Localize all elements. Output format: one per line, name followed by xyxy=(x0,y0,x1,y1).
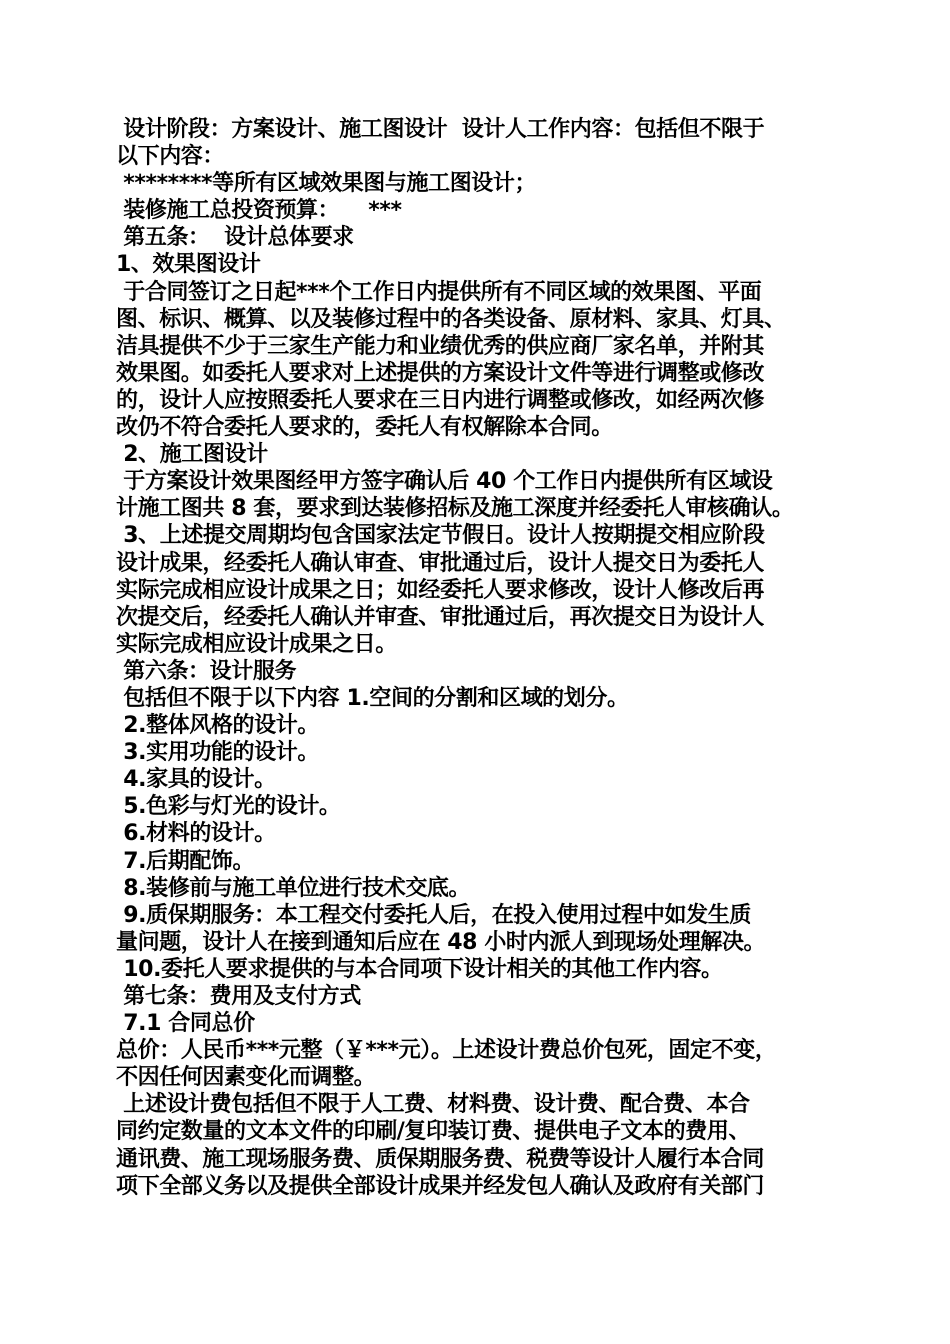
list-item: 4.家具的设计。 xyxy=(116,767,276,793)
text-line: 项下全部义务以及提供全部设计成果并经发包人确认及政府有关部门 xyxy=(116,1173,765,1199)
text-line: 不因任何因素变化而调整。 xyxy=(116,1065,376,1091)
text-line: 于合同签订之日起***个工作日内提供所有不同区域的效果图、平面 xyxy=(116,279,762,305)
list-item: 10.委托人要求提供的与本合同项下设计相关的其他工作内容。 xyxy=(116,956,723,982)
list-item: 2.整体风格的设计。 xyxy=(116,713,319,739)
list-item: 8.装修前与施工单位进行技术交底。 xyxy=(116,875,471,901)
text-line: ********等所有区域效果图与施工图设计； xyxy=(116,171,537,197)
section-heading-article-5: 第五条： 设计总体要求 xyxy=(116,225,354,251)
text-line: 量问题，设计人在接到通知后应在 48 小时内派人到现场处理解决。 xyxy=(116,929,766,955)
section-heading-article-7: 第七条：费用及支付方式 xyxy=(116,984,361,1009)
subheading-construction-drawing: 2、施工图设计 xyxy=(116,442,268,468)
text-line: 实际完成相应设计成果之日。 xyxy=(116,631,397,657)
list-item: 3.实用功能的设计。 xyxy=(116,740,319,766)
text-line: 3、上述提交周期均包含国家法定节假日。设计人按期提交相应阶段 xyxy=(116,523,765,549)
text-line: 实际完成相应设计成果之日；如经委托人要求修改，设计人修改后再 xyxy=(116,577,765,603)
text-line: 洁具提供不少于三家生产能力和业绩优秀的供应商厂家名单，并附其 xyxy=(116,333,765,359)
subheading-contract-total: 7.1 合同总价 xyxy=(116,1011,255,1037)
text-line: 效果图。如委托人要求对上述提供的方案设计文件等进行调整或修改 xyxy=(116,360,765,386)
text-line: 设计阶段：方案设计、施工图设计 设计人工作内容：包括但不限于 xyxy=(116,117,765,142)
text-line: 通讯费、施工现场服务费、质保期服务费、税费等设计人履行本合同 xyxy=(116,1146,765,1172)
text-line: 于方案设计效果图经甲方签字确认后 40 个工作日内提供所有区域设 xyxy=(116,469,773,495)
text-line: 图、标识、概算、以及装修过程中的各类设备、原材料、家具、灯具、 xyxy=(116,306,786,332)
text-line: 的，设计人应按照委托人要求在三日内进行调整或修改，如经两次修 xyxy=(116,387,765,413)
list-item: 7.后期配饰。 xyxy=(116,848,255,874)
text-line: 装修施工总投资预算： *** xyxy=(116,198,402,224)
text-line: 计施工图共 8 套，要求到达装修招标及施工深度并经委托人审核确认。 xyxy=(116,496,794,522)
section-heading-article-6: 第六条：设计服务 xyxy=(116,658,297,684)
list-item: 5.色彩与灯光的设计。 xyxy=(116,794,341,820)
list-item: 9.质保期服务：本工程交付委托人后，在投入使用过程中如发生质 xyxy=(116,902,751,928)
text-line: 上述设计费包括但不限于人工费、材料费、设计费、配合费、本合 xyxy=(116,1092,750,1118)
list-item: 包括但不限于以下内容 1.空间的分割和区域的划分。 xyxy=(116,685,629,711)
contract-text xyxy=(116,116,846,1200)
text-line: 同约定数量的文本文件的印刷/复印装订费、提供电子文本的费用、 xyxy=(116,1119,751,1145)
text-line: 次提交后，经委托人确认并审查、审批通过后，再次提交日为设计人 xyxy=(116,604,765,630)
text-line: 设计成果，经委托人确认审查、审批通过后，设计人提交日为委托人 xyxy=(116,550,765,576)
list-item: 6.材料的设计。 xyxy=(116,821,276,847)
text-line: 改仍不符合委托人要求的，委托人有权解除本合同。 xyxy=(116,415,613,441)
text-line: 总价：人民币***元整（￥***元）。上述设计费总价包死，固定不变， xyxy=(116,1038,777,1064)
subheading-rendering-design: 1、效果图设计 xyxy=(116,252,261,278)
text-line: 以下内容： xyxy=(116,144,225,170)
